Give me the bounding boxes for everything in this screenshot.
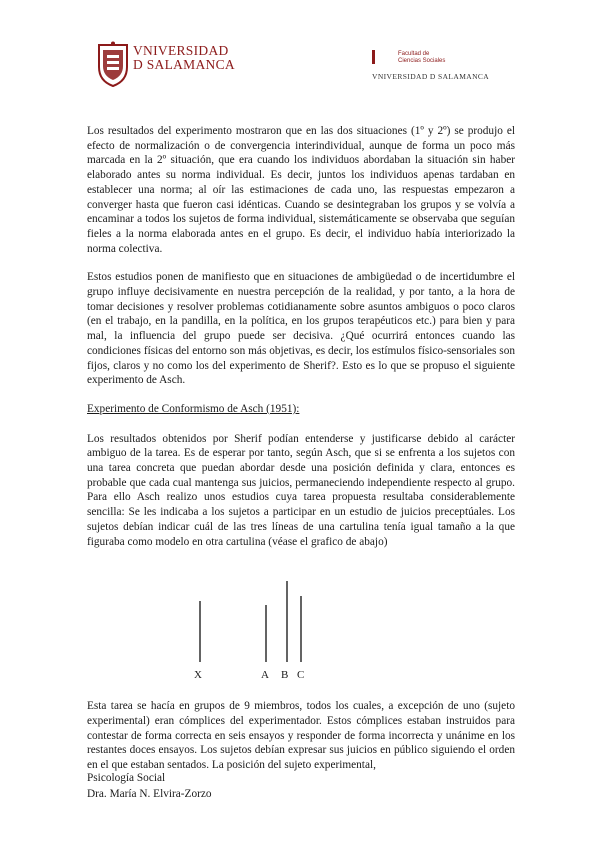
university-seal-icon <box>96 41 130 87</box>
asch-lines-diagram <box>87 563 515 685</box>
label-b: B <box>281 669 289 682</box>
paragraph-procedure: Esta tarea se hacía en grupos de 9 miembros, todos los cuales, a excepción de uno (sujeto experimental) eran cómplices del experimentador. Estos cómplices estaban instruidos para contestar de forma correcta en seis ensayos y responder de forma incorrecta y unánime en los restantes doces ensayos. Los sujetos debían expresar sus juicios en público siguiendo el orden en el que estaban sentados. La posición del sujeto experimental, <box>87 700 515 772</box>
footer-author: Dra. María N. Elvira-Zorzo <box>87 788 212 800</box>
university-name-line2: D SALAMANCA <box>133 57 235 72</box>
faculty-name-line1: Facultad de <box>398 51 430 57</box>
paragraph-asch-intro: Los resultados obtenidos por Sherif podían entenderse y justificarse debido al carácter ambiguo de la tarea. Es de esperar por tanto, según Asch, que si se enfrenta a los sujetos con una tarea concreta que puedan abordar desde una posición definida y clara, entonces es probable que cada cual mantenga sus juicios, permaneciendo independiente respecto al grupo. Para ello Asch realizo unos estudios cuya tarea propuesta resultaba considerablemente sencilla: Se les indicaba a los sujetos a participar en un estudio de juicios preceptúales. Los sujetos debían indicar cuál de las tres líneas de una cartulina tenía igual tamaño a la que figuraba como modelo en otra cartulina (véase el grafico de abajo) <box>87 432 515 548</box>
faculty-name-line2: Ciencias Sociales <box>398 58 446 64</box>
asch-lines-figure <box>87 563 515 685</box>
paragraph-results: Los resultados del experimento mostraron que en las dos situaciones (1º y 2º) se produjo el efecto de normalización o de convergencia interindividual, aunque de forma un poco más marcada en la 2º situación, que era cuando los individuos abordaban la situación sin haber elaborado antes su norma individual. Es decir, juntos los individuos apenas tardaban en establecer una norma; al oír las estimaciones de cada uno, las respuestas empezaron a converger hasta que fueron casi idénticas. Cuando se desintegraban los grupos y se volvía a encaminar a todos los sujetos de forma individual, sistemáticamente se observaba que seguían fieles a la norma elaborada antes en el grupo. Es decir, el individuo había interiorizado la norma colectiva. <box>87 125 515 255</box>
faculty-university-name: VNIVERSIDAD D SALAMANCA <box>372 72 490 81</box>
section-heading-asch: Experimento de Conformismo de Asch (1951): <box>87 402 300 415</box>
university-name-line1: VNIVERSIDAD <box>133 43 229 58</box>
paragraph-ambiguity: Estos estudios ponen de manifiesto que en situaciones de ambigüedad o de incertidumbre el grupo influye decisivamente en nuestra percepción de la realidad, y por tanto, a la hora de tomar decisiones y resolver problemas cotidianamente sobre asuntos ambiguos o poco claros (en el trabajo, en la pandilla, en la política, en los grupos terapéuticos etc.) para bien y para mal, la influencia del grupo puede ser decisiva. ¿Qué ocurrirá entonces cuando las condiciones físicas del entorno son más objetivas, es decir, los estímulos físico-sensoriales son fijos, claros y no como los del experimento de Sherif?. Esto es lo que se propuso el siguiente experimento de Asch. <box>87 271 515 387</box>
university-name <box>133 44 235 72</box>
footer-course: Psicología Social <box>87 772 166 784</box>
faculty-logo-icon <box>372 50 375 64</box>
page-header <box>0 0 600 100</box>
label-c: C <box>297 669 305 682</box>
page-footer <box>87 770 212 802</box>
faculty-name <box>398 51 445 65</box>
label-x: X <box>194 669 202 682</box>
label-a: A <box>261 669 269 682</box>
document-body <box>87 124 515 787</box>
